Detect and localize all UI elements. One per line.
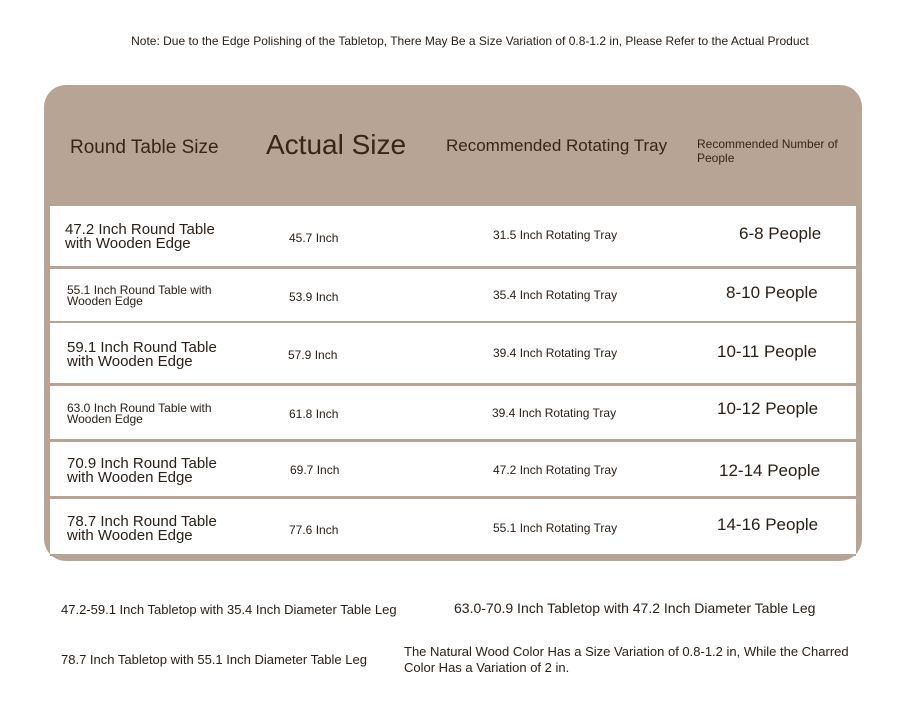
table-row [50, 269, 856, 321]
actual-size-cell: 53.9 Inch [289, 290, 339, 304]
header-actual-size: Actual Size [266, 129, 407, 160]
people-cell: 10-11 People [717, 342, 817, 361]
header-recommended-people: Recommended Number of People [697, 137, 838, 165]
tray-cell: 31.5 Inch Rotating Tray [493, 228, 618, 242]
footnote-color-variation: The Natural Wood Color Has a Size Variation of 0.8-1.2 in, While the Charred Color Has a Variation of 2 in. [404, 644, 849, 675]
actual-size-cell: 77.6 Inch [289, 523, 339, 537]
actual-size-cell: 61.8 Inch [289, 407, 339, 421]
people-cell: 6-8 People [739, 224, 822, 243]
table-row [50, 323, 856, 383]
tray-cell: 39.4 Inch Rotating Tray [492, 406, 617, 420]
table-size-cell: 55.1 Inch Round Table with Wooden Edge [67, 283, 212, 309]
table-size-cell: 78.7 Inch Round Table with Wooden Edge [67, 513, 217, 545]
table-row [50, 442, 856, 496]
header-round-table-size: Round Table Size [70, 137, 219, 158]
table-size-cell: 63.0 Inch Round Table with Wooden Edge [67, 401, 212, 427]
footnote-leg-large: 78.7 Inch Tabletop with 55.1 Inch Diameter Table Leg [61, 652, 367, 667]
actual-size-cell: 69.7 Inch [290, 463, 340, 477]
people-cell: 12-14 People [719, 461, 821, 480]
table-row [50, 386, 856, 439]
size-table [44, 85, 862, 561]
actual-size-cell: 57.9 Inch [288, 348, 338, 362]
people-cell: 8-10 People [726, 283, 818, 302]
table-size-cell: 47.2 Inch Round Table with Wooden Edge [65, 221, 215, 253]
people-cell: 10-12 People [717, 399, 819, 418]
table-body [50, 206, 856, 556]
table-size-cell: 59.1 Inch Round Table with Wooden Edge [67, 339, 217, 371]
footnote-leg-small: 47.2-59.1 Inch Tabletop with 35.4 Inch Diameter Table Leg [61, 602, 397, 617]
size-variation-note: Note: Due to the Edge Polishing of the Tabletop, There May Be a Size Variation of 0.8-1.2 in, Please Refer to the Actual Product [131, 34, 809, 48]
actual-size-cell: 45.7 Inch [289, 231, 339, 245]
header-recommended-tray: Recommended Rotating Tray [446, 136, 668, 155]
tray-cell: 55.1 Inch Rotating Tray [493, 521, 618, 535]
table-header [44, 85, 862, 205]
table-row [50, 206, 856, 266]
tray-cell: 47.2 Inch Rotating Tray [493, 463, 618, 477]
tray-cell: 39.4 Inch Rotating Tray [493, 346, 618, 360]
footnote-leg-medium: 63.0-70.9 Inch Tabletop with 47.2 Inch Diameter Table Leg [454, 600, 816, 616]
table-row [50, 499, 856, 554]
tray-cell: 35.4 Inch Rotating Tray [493, 288, 618, 302]
people-cell: 14-16 People [717, 515, 819, 534]
table-size-cell: 70.9 Inch Round Table with Wooden Edge [67, 455, 217, 487]
